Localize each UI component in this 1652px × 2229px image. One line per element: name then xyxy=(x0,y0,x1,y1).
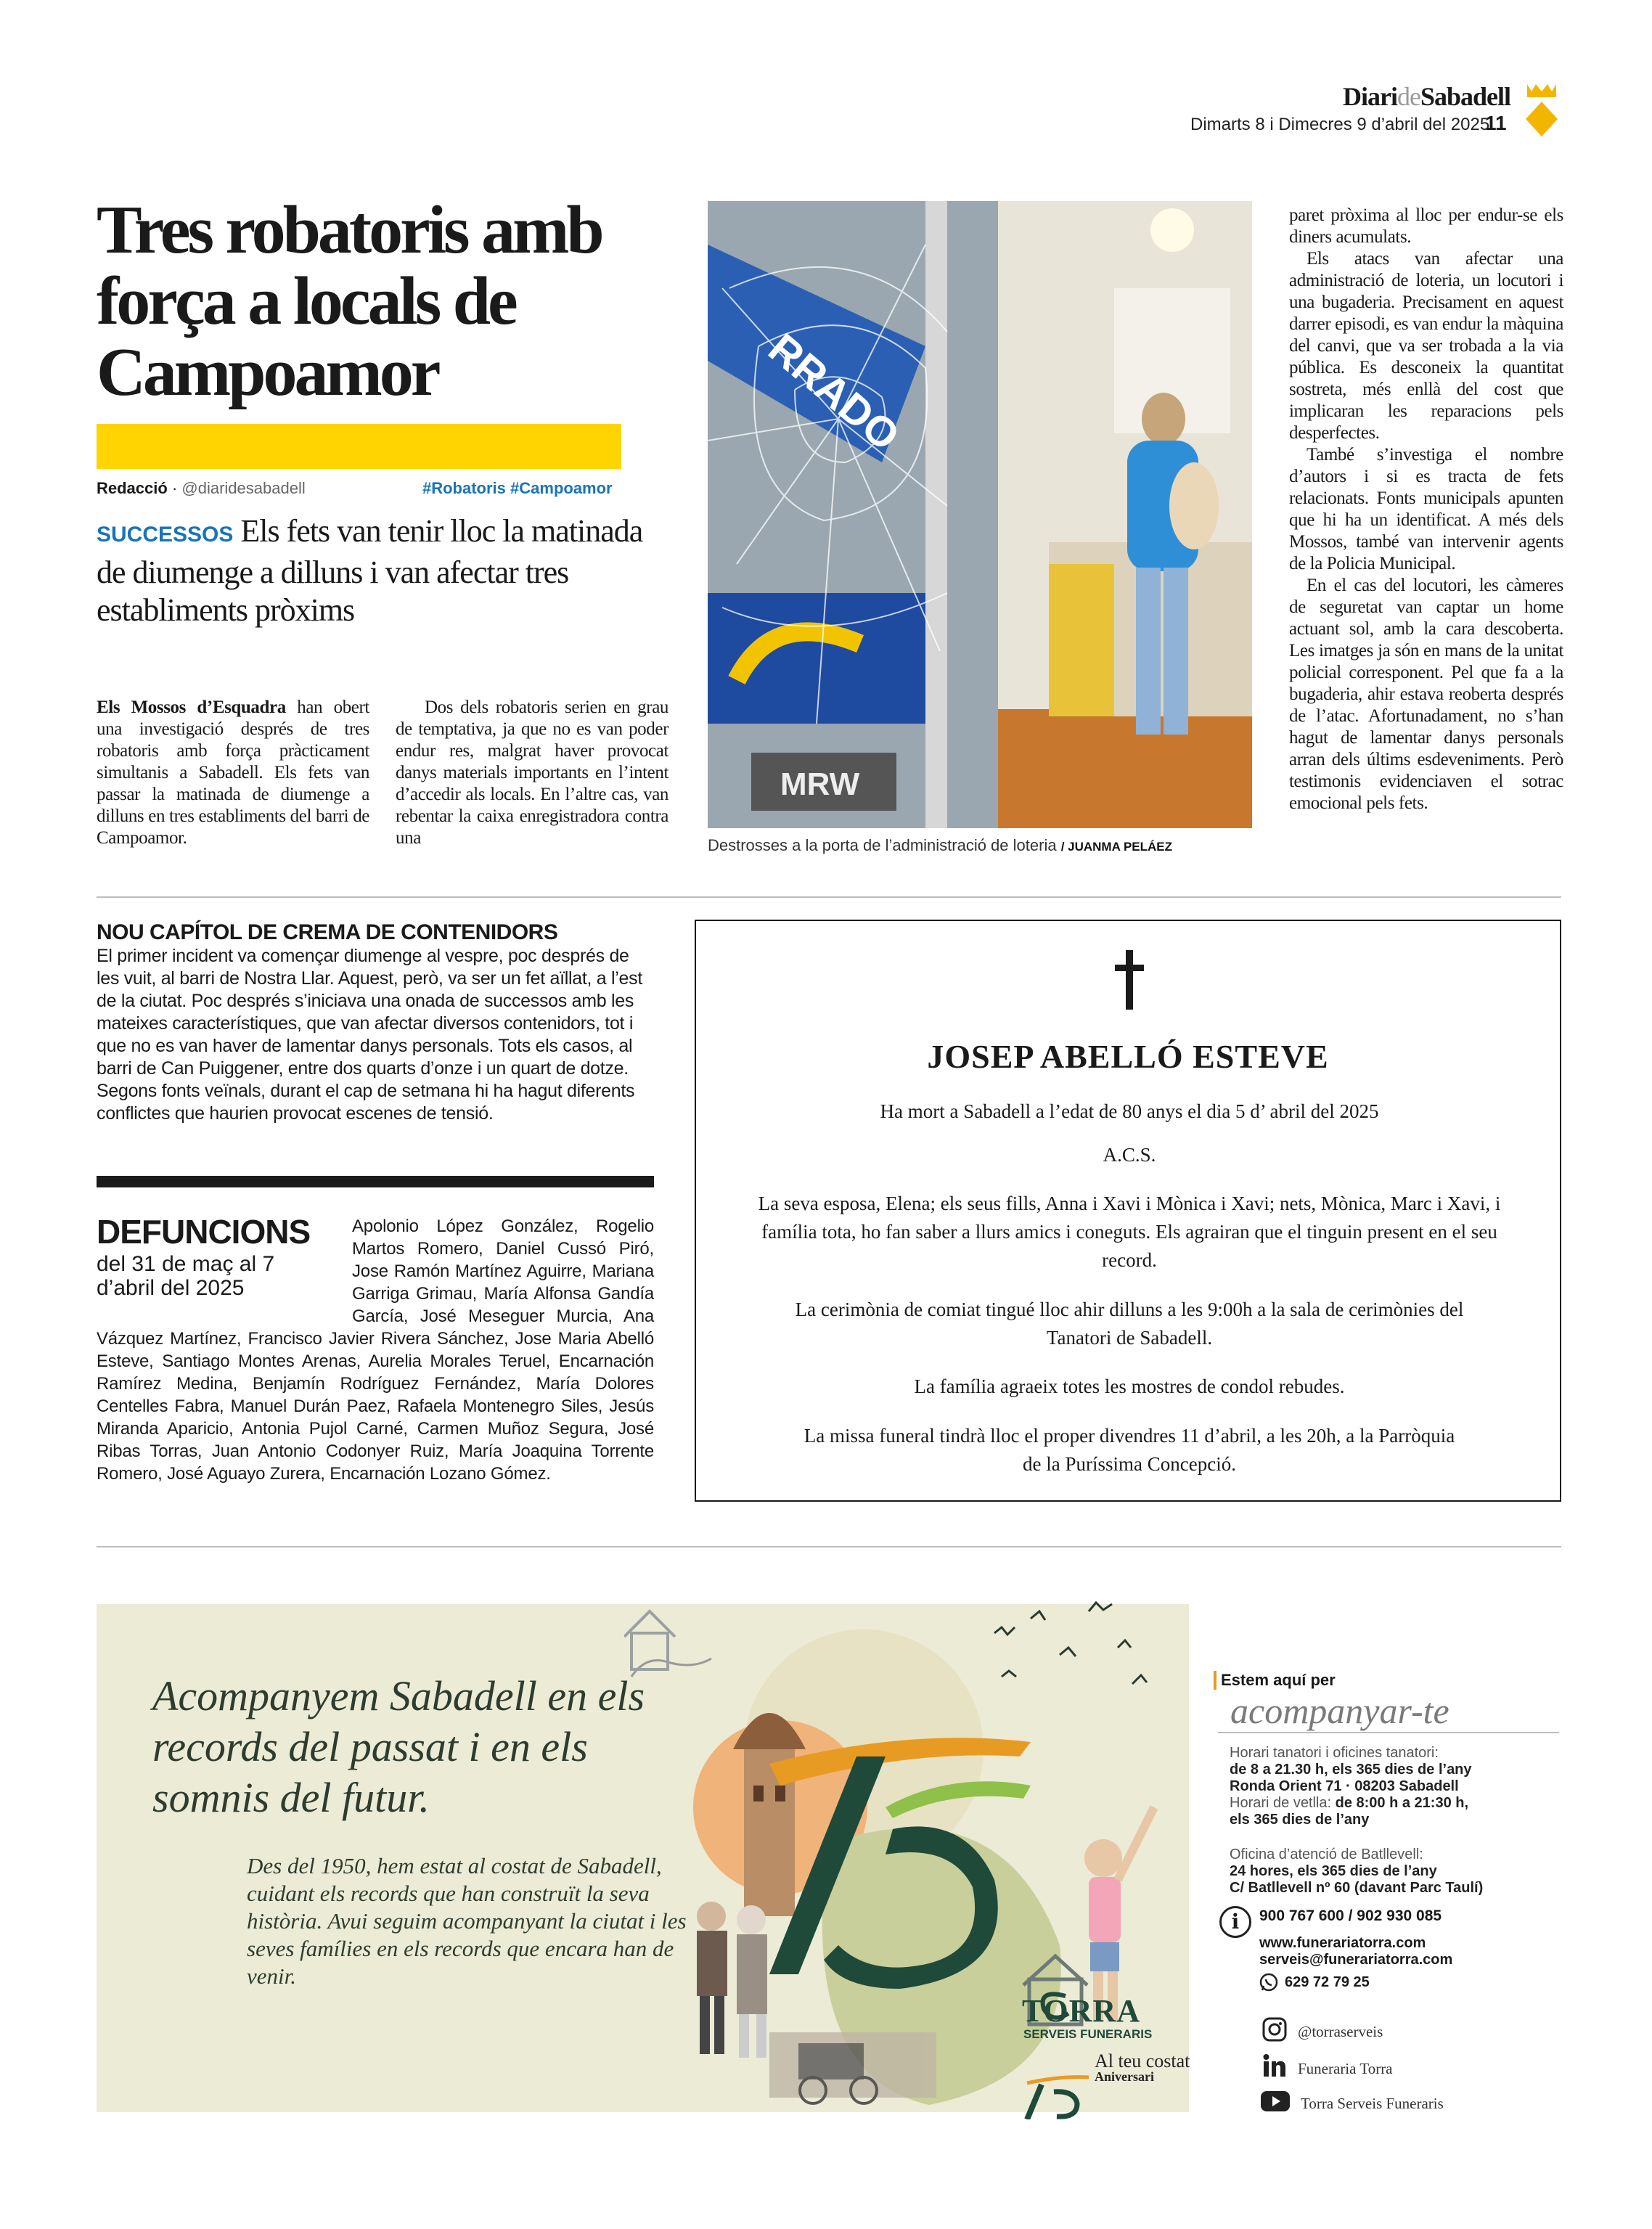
vetlla-label: Horari de vetlla: xyxy=(1230,1795,1332,1811)
contact-links xyxy=(1259,1935,1452,1968)
deaths-names: Apolonio López González, Rogelio Martos Romero, Daniel Cussó Piró, Jose Ramón Martínez Aguirre, Mariana Garriga Grimau, María Alfonsa Gandía García, José Meseguer Murcia, Ana Vázquez Martínez, Francisco Javier Rivera Sánchez, Jose Maria Abelló Esteve, Santiago Montes Arenas, Aurelia Morales Teruel, Encarnación Ramírez Medina, Benjamín Rodríguez Fernández, María Dolores Centelles Fabra, Manuel Durán Paez, Rafaela Montenegro Siles, Jesús Miranda Aparicio, Antonia Pujol Carné, Carmen Muñoz Segura, José Ribas Torras, Juan Antonio Codonyer Ruiz, María Joaquina Torrente Romero, José Aguayo Zurera, Encarnación Lozano Gómez. xyxy=(97,1216,654,1484)
article-col1-text: han obert una investigació després de tres robatoris amb força pràcticament simultanis a Sabadell. Els fets van passar la matinada de diumenge a dilluns en tres establiments del barri de Campoamor. xyxy=(97,698,369,848)
hours-value: de 8 a 21.30 h, els 365 dies de l’any xyxy=(1230,1762,1472,1778)
phone-numbers[interactable]: 900 767 600 / 902 930 085 xyxy=(1259,1907,1442,1924)
brand-name: TORRA xyxy=(1022,1993,1141,2029)
ad-cta-large: acompanyar-te xyxy=(1230,1690,1449,1731)
photo-credit: / JUANMA PELÁEZ xyxy=(1060,840,1173,854)
ad-slogan: Acompanyem Sabadell en els records del passat i en els somnis del futur. xyxy=(152,1672,645,1821)
obituary-family: La seva esposa, Elena; els seus fills, Anna i Xavi i Mònica i Xavi; nets, Mònica, Marc i Xavi, i família tota, ho fan saber a llurs amics i coneguts. Els agrairan que el tinguin present en el seu record. xyxy=(758,1193,1501,1271)
yellow-banner xyxy=(97,424,621,469)
obituary-ceremony: La cerimònia de comiat tingué lloc ahir dilluns a les 9:00h a la sala de cerimònies del Tanatori de Sabadell. xyxy=(795,1298,1464,1349)
author: Redacció xyxy=(97,479,168,497)
tanatori-address: Ronda Orient 71 · 08203 Sabadell xyxy=(1230,1778,1459,1794)
page-number: 11 xyxy=(1485,112,1507,134)
office-address: C/ Batllevell nº 60 (davant Parc Taulí) xyxy=(1230,1880,1484,1896)
youtube-channel[interactable]: Torra Serveis Funeraris xyxy=(1301,2095,1444,2112)
office-label: Oficina d’atenció de Batllevell: xyxy=(1230,1846,1423,1862)
photo-sign-mrw: MRW xyxy=(780,766,860,802)
section-divider xyxy=(97,1546,1561,1547)
sidebar-text: El primer incident va començar diumenge al vespre, poc després de les vuit, al barri de Nostra Llar. Aquest, però, va ser un fet aïllat, a l’est de la ciutat. Poc després s’iniciava una onada de successos amb les mateixes característiques, que van afectar diversos contenidors, tot i que no es van haver de lamentar danys personals. Tots els casos, al barri de Can Puiggener, entre dos quarts d’onze i un quart de dotze. Segons fonts veïnals, durant el cap de setmana hi ha hagut diferents conflictes que haurien provocat escenes de tensió. xyxy=(97,946,642,1124)
linkedin-name[interactable]: Funeraria Torra xyxy=(1298,2060,1393,2077)
email-link[interactable]: serveis@funerariatorra.com xyxy=(1259,1952,1453,1968)
ad-cta-small: Estem aquí per xyxy=(1214,1671,1336,1690)
obituary-acs: A.C.S. xyxy=(1103,1144,1156,1166)
photo-sign-text: RRADO xyxy=(759,324,909,460)
girl-illustration xyxy=(1084,1807,1154,2022)
horse-carriage-illustration xyxy=(769,2032,936,2103)
article-column-2 xyxy=(396,697,668,849)
cta-underline xyxy=(1218,1732,1559,1733)
elderly-couple-illustration xyxy=(697,1902,767,2058)
article-col3-p1: paret pròxima al lloc per endur-se els diners acumulats. xyxy=(1289,205,1563,247)
article-subhead xyxy=(97,512,648,629)
vetlla-value-2: els 365 dies de l’any xyxy=(1230,1812,1370,1828)
photo-caption xyxy=(708,836,1172,855)
masthead: DiarideSabadell xyxy=(1343,82,1511,111)
youtube-icon xyxy=(1260,2090,1291,2112)
article-col3-p2: Els atacs van afectar una administració de loteria, un locutori i una bugaderia. Precisament en aquest darrer episodi, es van endur la màquina del canvi, que va ser trobada a la via pública. Es desconeix la quantitat sostreta, més enllà del cost que implicaran les reparacions pels desperfectes. xyxy=(1289,249,1564,443)
anniversary-tagline: Al teu costat xyxy=(1095,2050,1190,2071)
linkedin-icon xyxy=(1262,2053,1288,2079)
article-col3-p3: També s’investiga el nombre d’autors i si es tracta de fets relacionats. Fonts municipals apunten que hi ha un identificat. A més dels Mossos, també van intervenir agents de la Policia Municipal. xyxy=(1289,445,1563,573)
byline xyxy=(97,479,306,498)
whatsapp-icon xyxy=(1259,1972,1279,1992)
article-col2-text: Dos dels robatoris serien en grau de temptativa, ja que no es van poder endur res, malgrat haver provocat danys materials importants en l’intent d’accedir als locals. En l’altre cas, van rebentar la caixa enregistradora contra una xyxy=(396,698,668,848)
tanatori-hours xyxy=(1230,1745,1563,1828)
obituary-notice xyxy=(695,920,1561,1502)
subhead-text: Els fets van tenir lloc la matinada de diumenge a dilluns i van afectar tres establiments pròxims xyxy=(97,513,643,628)
deceased-name: JOSEP ABELLÓ ESTEVE xyxy=(927,1038,1329,1075)
author-handle[interactable]: @diaridesabadell xyxy=(181,479,306,497)
article-column-1 xyxy=(97,697,369,849)
anniversary-artwork xyxy=(624,1568,1256,2119)
article-tags[interactable]: #Robatoris #Campoamor xyxy=(422,479,613,497)
anniversary-label: Aniversari xyxy=(1095,2069,1154,2084)
obituary-death: Ha mort a Sabadell a l’edat de 80 anys el dia 5 d’ abril del 2025 xyxy=(880,1100,1379,1122)
article-col3-p4: En el cas del locutori, les càmeres de seguretat van captar un home actuant sol, amb la cara descoberta. Les imatges ja són en mans de la unitat policial corresponent. Pel que fa a la bugaderia, ahir estava reoberta després de l’atac. Afortunadament, no s’han hagut de lamentar danys personals arran dels últims esdeveniments. Però testimonis evidenciaven el sotrac emocional pels fets. xyxy=(1289,576,1563,813)
batllevell-office xyxy=(1230,1846,1563,1897)
instagram-handle[interactable]: @torraserveis xyxy=(1298,2023,1383,2040)
office-hours: 24 hores, els 365 dies de l’any xyxy=(1230,1863,1437,1879)
article-lead: Els Mossos d’Esquadra xyxy=(97,698,286,717)
deaths-title: DEFUNCIONS xyxy=(97,1213,311,1251)
article-photo xyxy=(708,201,1252,828)
anniversary-mini-logo-icon xyxy=(1027,2077,1089,2119)
obituary-thanks: La família agraeix totes les mostres de condol rebudes. xyxy=(914,1375,1345,1397)
black-divider xyxy=(97,1176,654,1187)
cross-icon xyxy=(1112,950,1147,1010)
article-column-3 xyxy=(1289,205,1563,814)
sidebar-title: NOU CAPÍTOL DE CREMA DE CONTENIDORS xyxy=(97,920,558,944)
caption-text: Destrosses a la porta de l’administració de loteria xyxy=(708,836,1057,854)
sabadell-crest-icon xyxy=(1523,81,1561,138)
website-link[interactable]: www.funerariatorra.com xyxy=(1259,1935,1426,1951)
instagram-icon xyxy=(1262,2016,1288,2042)
byline-separator: · xyxy=(171,479,178,497)
whatsapp-number[interactable]: 629 72 79 25 xyxy=(1285,1974,1370,1990)
lottery-door-illustration xyxy=(708,201,1252,828)
obituary-mass: La missa funeral tindrà lloc el proper divendres 11 d’abril, a les 20h, a la Parròquia de la Puríssima Concepció. xyxy=(803,1425,1455,1475)
section-divider xyxy=(97,896,1561,898)
deaths-period: del 31 de maç al 7 d’abril del 2025 xyxy=(97,1252,275,1300)
hours-label: Horari tanatori i oficines tanatori: xyxy=(1230,1745,1439,1761)
water-tower-illustration xyxy=(733,1713,806,1916)
ad-text: Des del 1950, hem estat al costat de Sabadell, cuidant els records que han construït la seva història. Avui seguim acompanyant la ciutat i les seves famílies en els records que encara han de venir. xyxy=(247,1853,687,1989)
issue-date: Dimarts 8 i Dimecres 9 d’abril del 2025 xyxy=(1190,115,1490,134)
vetlla-value: de 8:00 h a 21:30 h, xyxy=(1335,1795,1469,1811)
article-headline: Tres robatoris amb força a locals de Campoamor xyxy=(97,192,602,410)
info-icon: i xyxy=(1219,1906,1251,1938)
section-category: SUCCESSOS xyxy=(97,523,234,547)
brand-subtitle: SERVEIS FUNERARIS xyxy=(1023,2027,1153,2041)
